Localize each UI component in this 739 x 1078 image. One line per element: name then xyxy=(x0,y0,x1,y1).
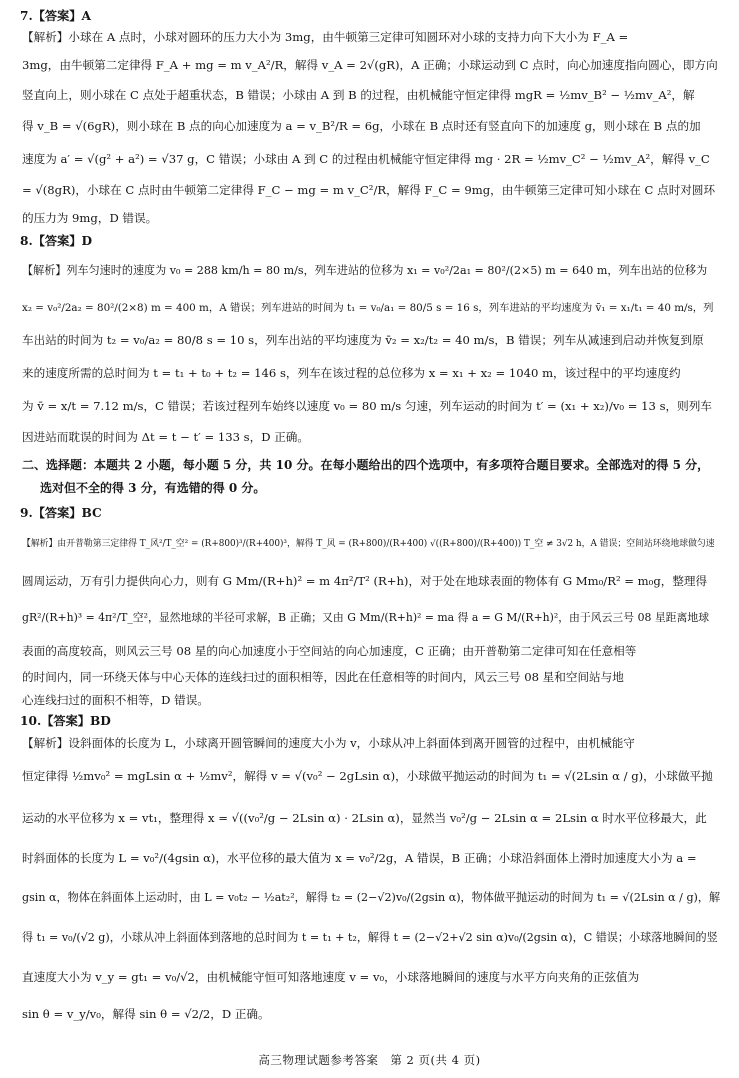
q10-line-3: 运动的水平位移为 x = vt₁，整理得 x = √((v₀²/g − 2Lsin α) · 2Lsin α)，显然当 v₀²/g − 2Lsin α = 2Lsin α 时水平位移最大，此 xyxy=(22,810,707,825)
q8-line-1: 【解析】列车匀速时的速度为 v₀ = 288 km/h = 80 m/s，列车进站的位移为 x₁ = v₀²/2a₁ = 80²/(2×5) m = 640 m，列车出站的位移为 xyxy=(22,264,708,277)
q8-line-4: 来的速度所需的总时间为 t = t₁ + t₀ + t₂ = 146 s，列车在该过程的总位移为 x = x₁ + x₂ = 1040 m，该过程中的平均速度约 xyxy=(22,366,681,380)
q9-line-1: 【解析】由开普勒第三定律得 T_风²/T_空² = (R+800)³/(R+400)³，解得 T_风 = (R+800)/(R+400) √((R+800)/(R+400)) T_空 ≠ 3√2 h，A 错误；空间站环绕地球做匀速 xyxy=(22,538,715,549)
q7-explanation xyxy=(22,25,721,231)
q7-line-6: = √(8gR)，小球在 C 点时由牛顿第二定律得 F_C − mg = m v_C²/R，解得 F_C = 9mg，由牛顿第三定律可知小球在 C 点时对圆环 xyxy=(22,183,716,197)
q10-line-1: 【解析】设斜面体的长度为 L，小球离开圆管瞬间的速度大小为 v，小球从冲上斜面体到离开圆管的过程中，由机械能守 xyxy=(22,736,635,750)
q8-explanation xyxy=(22,250,721,450)
q8-line-5: 为 v̄ = x/t = 7.12 m/s，C 错误；若该过程列车始终以速度 v₀ = 80 m/s 匀速，列车运动的时间为 t′ = (x₁ + x₂)/v₀ = 13 s，则列车 xyxy=(22,399,712,413)
q10-answer-heading: 10.【答案】BD xyxy=(20,714,111,728)
q10-line-7: 直速度大小为 v_y = gt₁ = v₀/√2，由机械能守恒可知落地速度 v = v₀，小球落地瞬间的速度与水平方向夹角的正弦值为 xyxy=(22,969,640,984)
q9-line-5: 的时间内，同一环绕天体与中心天体的连线扫过的面积相等，因此在任意相等的时间内，风云三号 08 星和空间站与地 xyxy=(22,669,624,684)
section-2-line-2: 选对但不全的得 3 分，有选错的得 0 分。 xyxy=(40,481,266,495)
q7-answer-heading: 7.【答案】A xyxy=(20,9,91,23)
q9-explanation xyxy=(22,522,721,711)
q10-line-2: 恒定律得 ½mv₀² = mgLsin α + ½mv²，解得 v = √(v₀² − 2gLsin α)，小球做平抛运动的时间为 t₁ = √(2Lsin α / g)，小球做平抛 xyxy=(22,769,713,783)
q7-line-2: 3mg，由牛顿第二定律得 F_A + mg = m v_A²/R，解得 v_A = 2√(gR)，A 正确；小球运动到 C 点时，向心加速度指向圆心，即方向 xyxy=(22,57,718,72)
q7-line-4: 得 v_B = √(6gR)，则小球在 B 点的向心加速度为 a = v_B²/R = 6g，小球在 B 点时还有竖直向下的加速度 g，则小球在 B 点的加 xyxy=(22,119,701,133)
q9-line-3: gR²/(R+h)³ = 4π²/T_空²，显然地球的半径可求解，B 正确；又由 G Mm/(R+h)² = ma 得 a = G M/(R+h)²，由于风云三号 08 星距离地球 xyxy=(22,611,710,624)
q9-line-2: 圆周运动，万有引力提供向心力，则有 G Mm/(R+h)² = m 4π²/T² (R+h)，对于处在地球表面的物体有 G Mm₀/R² = m₀g，整理得 xyxy=(22,573,708,588)
q10-explanation xyxy=(22,730,721,1032)
q9-line-6: 心连线扫过的面积不相等，D 错误。 xyxy=(22,692,209,707)
q8-answer-heading: 8.【答案】D xyxy=(20,234,93,248)
page-footer: 高三物理试题参考答案 第 2 页(共 4 页) xyxy=(258,1053,481,1067)
q7-line-5: 速度为 a′ = √(g² + a²) = √37 g，C 错误；小球由 A 到 C 的过程由机械能守恒定律得 mg · 2R = ½mv_C² − ½mv_A²，解得 v_C xyxy=(22,151,710,166)
q8-line-2: x₂ = v₀²/2a₂ = 80²/(2×8) m = 400 m，A 错误；列车进站的时间为 t₁ = v₀/a₁ = 80/5 s = 16 s，列车进站的平均速度为 v̄₁ = x₁/t₁ = 40 m/s，列 xyxy=(22,302,714,314)
q10-line-8: sin θ = v_y/v₀，解得 sin θ = √2/2，D 正确。 xyxy=(22,1007,270,1021)
q8-line-3: 车出站的时间为 t₂ = v₀/a₂ = 80/8 s = 10 s，列车出站的平均速度为 v̄₂ = x₂/t₂ = 40 m/s，B 错误；列车从减速到启动并恢复到原 xyxy=(22,333,704,347)
q7-line-7: 的压力为 9mg，D 错误。 xyxy=(22,211,158,225)
section-2-line-1: 二、选择题：本题共 2 小题，每小题 5 分，共 10 分。在每小题给出的四个选项中，有多项符合题目要求。全部选对的得 5 分， xyxy=(22,458,710,472)
q8-line-6: 因进站而耽误的时间为 Δt = t − t′ = 133 s，D 正确。 xyxy=(22,429,309,444)
q10-line-5: gsin α，物体在斜面体上运动时，由 L = v₀t₂ − ½at₂²，解得 t₂ = (2−√2)v₀/(2gsin α)，物体做平抛运动的时间为 t₁ = √(2Lsin α / g)，解 xyxy=(22,891,721,904)
q9-answer-heading: 9.【答案】BC xyxy=(20,506,102,520)
q7-line-1: 【解析】小球在 A 点时，小球对圆环的压力大小为 3mg，由牛顿第三定律可知圆环对小球的支持力向下大小为 F_A = xyxy=(22,30,629,44)
q10-line-6: 得 t₁ = v₀/(√2 g)，小球从冲上斜面体到落地的总时间为 t = t₁ + t₂，解得 t = (2−√2+√2 sin α)v₀/(2gsin α)，C 错误；小球落地瞬间的竖 xyxy=(22,931,718,944)
q9-line-4: 表面的高度较高，则风云三号 08 星的向心加速度小于空间站的向心加速度，C 正确；由开普勒第二定律可知在任意相等 xyxy=(22,643,637,658)
section-2-heading xyxy=(22,454,721,500)
q7-line-3: 竖直向上，则小球在 C 点处于超重状态，B 错误；小球由 A 到 B 的过程，由机械能守恒定律得 mgR = ½mv_B² − ½mv_A²，解 xyxy=(22,88,695,102)
q10-line-4: 时斜面体的长度为 L = v₀²/(4gsin α)，水平位移的最大值为 x = v₀²/2g，A 错误，B 正确；小球沿斜面体上滑时加速度大小为 a = xyxy=(22,851,697,865)
